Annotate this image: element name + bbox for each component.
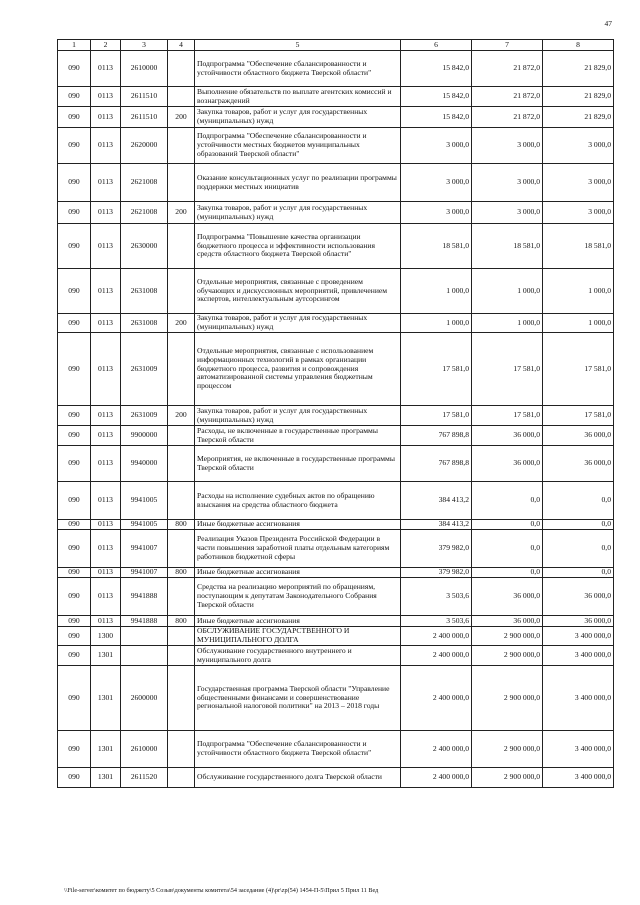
amount-col8-cell: 21 829,0 bbox=[543, 87, 614, 107]
section-code-cell: 0113 bbox=[91, 426, 121, 446]
section-code-cell: 0113 bbox=[91, 333, 121, 406]
target-article-cell: 2631009 bbox=[121, 333, 168, 406]
amount-col8-cell: 36 000,0 bbox=[543, 426, 614, 446]
admin-code-cell: 090 bbox=[58, 333, 91, 406]
admin-code-cell: 090 bbox=[58, 530, 91, 568]
expense-type-cell bbox=[168, 731, 195, 768]
target-article-cell: 2621008 bbox=[121, 164, 168, 202]
amount-col6-cell: 3 000,0 bbox=[401, 202, 472, 224]
expense-type-cell bbox=[168, 87, 195, 107]
amount-col8-cell: 18 581,0 bbox=[543, 224, 614, 269]
amount-col6-cell: 18 581,0 bbox=[401, 224, 472, 269]
expense-type-cell: 800 bbox=[168, 616, 195, 627]
expense-type-cell bbox=[168, 646, 195, 666]
budget-table bbox=[57, 39, 614, 788]
amount-col6-cell: 379 982,0 bbox=[401, 568, 472, 578]
page-number: 47 bbox=[604, 19, 612, 28]
section-code-cell: 0113 bbox=[91, 446, 121, 482]
section-code-cell: 1301 bbox=[91, 646, 121, 666]
amount-col8-cell: 36 000,0 bbox=[543, 446, 614, 482]
description-cell: Подпрограмма "Обеспечение сбалансированности и устойчивости местных бюджетов муниципальных образований Тверской области" bbox=[195, 128, 401, 164]
table-row bbox=[58, 164, 614, 202]
admin-code-cell: 090 bbox=[58, 646, 91, 666]
expense-type-cell: 800 bbox=[168, 568, 195, 578]
admin-code-cell: 090 bbox=[58, 666, 91, 731]
amount-col7-cell: 36 000,0 bbox=[472, 616, 543, 627]
amount-col7-cell: 21 872,0 bbox=[472, 107, 543, 128]
expense-type-cell bbox=[168, 446, 195, 482]
admin-code-cell: 090 bbox=[58, 768, 91, 788]
expense-type-cell bbox=[168, 768, 195, 788]
description-cell: Государственная программа Тверской области "Управление общественными финансами и совершенствование региональной налоговой политики" на 2013 – 2018 годы bbox=[195, 666, 401, 731]
target-article-cell: 9941005 bbox=[121, 482, 168, 520]
table-row bbox=[58, 530, 614, 568]
amount-col8-cell: 3 400 000,0 bbox=[543, 627, 614, 646]
admin-code-cell: 090 bbox=[58, 269, 91, 314]
amount-col6-cell: 17 581,0 bbox=[401, 333, 472, 406]
column-header: 4 bbox=[168, 40, 195, 51]
table-row bbox=[58, 616, 614, 627]
section-code-cell: 1301 bbox=[91, 666, 121, 731]
amount-col7-cell: 2 900 000,0 bbox=[472, 768, 543, 788]
admin-code-cell: 090 bbox=[58, 51, 91, 87]
amount-col7-cell: 17 581,0 bbox=[472, 333, 543, 406]
amount-col8-cell: 0,0 bbox=[543, 482, 614, 520]
amount-col6-cell: 2 400 000,0 bbox=[401, 646, 472, 666]
amount-col6-cell: 379 982,0 bbox=[401, 530, 472, 568]
amount-col8-cell: 36 000,0 bbox=[543, 616, 614, 627]
description-cell: ОБСЛУЖИВАНИЕ ГОСУДАРСТВЕННОГО И МУНИЦИПАЛЬНОГО ДОЛГА bbox=[195, 627, 401, 646]
amount-col8-cell: 3 000,0 bbox=[543, 164, 614, 202]
admin-code-cell: 090 bbox=[58, 578, 91, 616]
amount-col8-cell: 3 400 000,0 bbox=[543, 731, 614, 768]
description-cell: Отдельные мероприятия, связанные с проведением обучающих и дискуссионных мероприятий, привлечением экспертов, интеллектуальным аутсорсингом bbox=[195, 269, 401, 314]
table-row bbox=[58, 426, 614, 446]
admin-code-cell: 090 bbox=[58, 568, 91, 578]
expense-type-cell bbox=[168, 627, 195, 646]
description-cell: Иные бюджетные ассигнования bbox=[195, 568, 401, 578]
amount-col8-cell: 3 400 000,0 bbox=[543, 768, 614, 788]
table-row bbox=[58, 520, 614, 530]
section-code-cell: 1301 bbox=[91, 731, 121, 768]
description-cell: Закупка товаров, работ и услуг для государственных (муниципальных) нужд bbox=[195, 107, 401, 128]
admin-code-cell: 090 bbox=[58, 224, 91, 269]
amount-col6-cell: 2 400 000,0 bbox=[401, 666, 472, 731]
amount-col7-cell: 21 872,0 bbox=[472, 87, 543, 107]
target-article-cell: 2611510 bbox=[121, 107, 168, 128]
amount-col6-cell: 17 581,0 bbox=[401, 406, 472, 426]
expense-type-cell: 200 bbox=[168, 314, 195, 333]
admin-code-cell: 090 bbox=[58, 446, 91, 482]
section-code-cell: 0113 bbox=[91, 164, 121, 202]
section-code-cell: 0113 bbox=[91, 482, 121, 520]
section-code-cell: 0113 bbox=[91, 128, 121, 164]
amount-col6-cell: 767 898,8 bbox=[401, 426, 472, 446]
target-article-cell bbox=[121, 627, 168, 646]
amount-col6-cell: 1 000,0 bbox=[401, 269, 472, 314]
section-code-cell: 0113 bbox=[91, 202, 121, 224]
expense-type-cell bbox=[168, 164, 195, 202]
amount-col6-cell: 767 898,8 bbox=[401, 446, 472, 482]
table-row bbox=[58, 446, 614, 482]
amount-col7-cell: 1 000,0 bbox=[472, 269, 543, 314]
target-article-cell: 9941005 bbox=[121, 520, 168, 530]
section-code-cell: 0113 bbox=[91, 578, 121, 616]
column-header: 2 bbox=[91, 40, 121, 51]
target-article-cell: 2611510 bbox=[121, 87, 168, 107]
target-article-cell: 9941888 bbox=[121, 616, 168, 627]
amount-col7-cell: 3 000,0 bbox=[472, 202, 543, 224]
description-cell: Оказание консультационных услуг по реализации программы поддержки местных инициатив bbox=[195, 164, 401, 202]
section-code-cell: 0113 bbox=[91, 51, 121, 87]
target-article-cell: 9940000 bbox=[121, 446, 168, 482]
amount-col8-cell: 0,0 bbox=[543, 568, 614, 578]
admin-code-cell: 090 bbox=[58, 616, 91, 627]
section-code-cell: 0113 bbox=[91, 314, 121, 333]
table-row bbox=[58, 731, 614, 768]
description-cell: Средства на реализацию мероприятий по обращениям, поступающим к депутатам Законодательного Собрания Тверской области bbox=[195, 578, 401, 616]
amount-col8-cell: 0,0 bbox=[543, 530, 614, 568]
expense-type-cell: 200 bbox=[168, 202, 195, 224]
target-article-cell: 2610000 bbox=[121, 731, 168, 768]
section-code-cell: 1301 bbox=[91, 768, 121, 788]
section-code-cell: 0113 bbox=[91, 616, 121, 627]
admin-code-cell: 090 bbox=[58, 482, 91, 520]
amount-col8-cell: 3 400 000,0 bbox=[543, 666, 614, 731]
column-header: 6 bbox=[401, 40, 472, 51]
admin-code-cell: 090 bbox=[58, 87, 91, 107]
description-cell: Мероприятия, не включенные в государственные программы Тверской области bbox=[195, 446, 401, 482]
amount-col7-cell: 18 581,0 bbox=[472, 224, 543, 269]
table-row bbox=[58, 406, 614, 426]
amount-col6-cell: 3 503,6 bbox=[401, 616, 472, 627]
table-row bbox=[58, 666, 614, 731]
description-cell: Подпрограмма "Обеспечение сбалансированности и устойчивости областного бюджета Тверской области" bbox=[195, 51, 401, 87]
amount-col7-cell: 36 000,0 bbox=[472, 578, 543, 616]
expense-type-cell bbox=[168, 224, 195, 269]
description-cell: Подпрограмма "Повышение качества организации бюджетного процесса и эффективности использования средств областного бюджета Тверской области" bbox=[195, 224, 401, 269]
admin-code-cell: 090 bbox=[58, 520, 91, 530]
target-article-cell: 2611520 bbox=[121, 768, 168, 788]
description-cell: Иные бюджетные ассигнования bbox=[195, 616, 401, 627]
admin-code-cell: 090 bbox=[58, 164, 91, 202]
amount-col8-cell: 3 000,0 bbox=[543, 128, 614, 164]
section-code-cell: 0113 bbox=[91, 530, 121, 568]
expense-type-cell bbox=[168, 578, 195, 616]
table-row bbox=[58, 107, 614, 128]
amount-col6-cell: 2 400 000,0 bbox=[401, 627, 472, 646]
table-row bbox=[58, 87, 614, 107]
amount-col8-cell: 1 000,0 bbox=[543, 269, 614, 314]
amount-col7-cell: 36 000,0 bbox=[472, 446, 543, 482]
description-cell: Расходы на исполнение судебных актов по обращению взыскания на средства областного бюджета bbox=[195, 482, 401, 520]
expense-type-cell bbox=[168, 666, 195, 731]
amount-col8-cell: 17 581,0 bbox=[543, 333, 614, 406]
target-article-cell: 2630000 bbox=[121, 224, 168, 269]
table-row bbox=[58, 482, 614, 520]
target-article-cell: 9941007 bbox=[121, 568, 168, 578]
expense-type-cell: 800 bbox=[168, 520, 195, 530]
table-row bbox=[58, 224, 614, 269]
admin-code-cell: 090 bbox=[58, 406, 91, 426]
expense-type-cell bbox=[168, 128, 195, 164]
amount-col6-cell: 2 400 000,0 bbox=[401, 731, 472, 768]
amount-col7-cell: 2 900 000,0 bbox=[472, 627, 543, 646]
description-cell: Расходы, не включенные в государственные программы Тверской области bbox=[195, 426, 401, 446]
table-row bbox=[58, 646, 614, 666]
expense-type-cell bbox=[168, 333, 195, 406]
amount-col6-cell: 1 000,0 bbox=[401, 314, 472, 333]
description-cell: Иные бюджетные ассигнования bbox=[195, 520, 401, 530]
admin-code-cell: 090 bbox=[58, 128, 91, 164]
description-cell: Закупка товаров, работ и услуг для государственных (муниципальных) нужд bbox=[195, 314, 401, 333]
target-article-cell bbox=[121, 646, 168, 666]
table-row bbox=[58, 269, 614, 314]
expense-type-cell bbox=[168, 426, 195, 446]
table-row bbox=[58, 51, 614, 87]
amount-col7-cell: 2 900 000,0 bbox=[472, 646, 543, 666]
target-article-cell: 2621008 bbox=[121, 202, 168, 224]
amount-col7-cell: 21 872,0 bbox=[472, 51, 543, 87]
description-cell: Обслуживание государственного долга Тверской области bbox=[195, 768, 401, 788]
amount-col7-cell: 36 000,0 bbox=[472, 426, 543, 446]
column-header: 7 bbox=[472, 40, 543, 51]
description-cell: Обслуживание государственного внутреннего и муниципального долга bbox=[195, 646, 401, 666]
amount-col6-cell: 384 413,2 bbox=[401, 520, 472, 530]
target-article-cell: 9941888 bbox=[121, 578, 168, 616]
amount-col7-cell: 0,0 bbox=[472, 482, 543, 520]
section-code-cell: 1300 bbox=[91, 627, 121, 646]
target-article-cell: 2610000 bbox=[121, 51, 168, 87]
amount-col7-cell: 0,0 bbox=[472, 520, 543, 530]
amount-col8-cell: 21 829,0 bbox=[543, 107, 614, 128]
section-code-cell: 0113 bbox=[91, 107, 121, 128]
expense-type-cell: 200 bbox=[168, 406, 195, 426]
section-code-cell: 0113 bbox=[91, 224, 121, 269]
expense-type-cell: 200 bbox=[168, 107, 195, 128]
amount-col8-cell: 17 581,0 bbox=[543, 406, 614, 426]
target-article-cell: 9900000 bbox=[121, 426, 168, 446]
admin-code-cell: 090 bbox=[58, 314, 91, 333]
column-header: 3 bbox=[121, 40, 168, 51]
amount-col6-cell: 3 000,0 bbox=[401, 128, 472, 164]
admin-code-cell: 090 bbox=[58, 202, 91, 224]
amount-col6-cell: 384 413,2 bbox=[401, 482, 472, 520]
table-row bbox=[58, 578, 614, 616]
amount-col7-cell: 1 000,0 bbox=[472, 314, 543, 333]
admin-code-cell: 090 bbox=[58, 627, 91, 646]
section-code-cell: 0113 bbox=[91, 406, 121, 426]
column-header: 8 bbox=[543, 40, 614, 51]
target-article-cell: 2600000 bbox=[121, 666, 168, 731]
table-row bbox=[58, 568, 614, 578]
section-code-cell: 0113 bbox=[91, 269, 121, 314]
amount-col6-cell: 15 842,0 bbox=[401, 107, 472, 128]
section-code-cell: 0113 bbox=[91, 568, 121, 578]
file-path-footer: \\File-server\комитет по бюджету\5 Созыв\документы комитета\54 заседание (4)\pr\zp(54) 1454-П-5\Прил 5 Прил 11 Вед bbox=[64, 887, 379, 894]
amount-col7-cell: 2 900 000,0 bbox=[472, 666, 543, 731]
amount-col6-cell: 3 000,0 bbox=[401, 164, 472, 202]
expense-type-cell bbox=[168, 530, 195, 568]
column-header: 5 bbox=[195, 40, 401, 51]
column-number-row bbox=[58, 40, 614, 51]
description-cell: Реализация Указов Президента Российской Федерации в части повышения заработной платы отдельным категориям работников бюджетной сферы bbox=[195, 530, 401, 568]
admin-code-cell: 090 bbox=[58, 107, 91, 128]
amount-col6-cell: 3 503,6 bbox=[401, 578, 472, 616]
table-row bbox=[58, 314, 614, 333]
table-row bbox=[58, 333, 614, 406]
expense-type-cell bbox=[168, 269, 195, 314]
target-article-cell: 2631008 bbox=[121, 269, 168, 314]
amount-col7-cell: 0,0 bbox=[472, 568, 543, 578]
description-cell: Выполнение обязательств по выплате агентских комиссий и вознаграждений bbox=[195, 87, 401, 107]
description-cell: Закупка товаров, работ и услуг для государственных (муниципальных) нужд bbox=[195, 406, 401, 426]
expense-type-cell bbox=[168, 51, 195, 87]
amount-col7-cell: 3 000,0 bbox=[472, 164, 543, 202]
amount-col7-cell: 0,0 bbox=[472, 530, 543, 568]
amount-col8-cell: 21 829,0 bbox=[543, 51, 614, 87]
amount-col6-cell: 15 842,0 bbox=[401, 51, 472, 87]
table-row bbox=[58, 128, 614, 164]
admin-code-cell: 090 bbox=[58, 426, 91, 446]
amount-col7-cell: 3 000,0 bbox=[472, 128, 543, 164]
target-article-cell: 2631008 bbox=[121, 314, 168, 333]
table-row bbox=[58, 768, 614, 788]
amount-col8-cell: 3 400 000,0 bbox=[543, 646, 614, 666]
target-article-cell: 9941007 bbox=[121, 530, 168, 568]
amount-col6-cell: 15 842,0 bbox=[401, 87, 472, 107]
amount-col8-cell: 0,0 bbox=[543, 520, 614, 530]
amount-col7-cell: 17 581,0 bbox=[472, 406, 543, 426]
section-code-cell: 0113 bbox=[91, 87, 121, 107]
target-article-cell: 2631009 bbox=[121, 406, 168, 426]
expense-type-cell bbox=[168, 482, 195, 520]
column-header: 1 bbox=[58, 40, 91, 51]
table-row bbox=[58, 627, 614, 646]
amount-col7-cell: 2 900 000,0 bbox=[472, 731, 543, 768]
amount-col8-cell: 1 000,0 bbox=[543, 314, 614, 333]
target-article-cell: 2620000 bbox=[121, 128, 168, 164]
description-cell: Отдельные мероприятия, связанные с использованием информационных технологий в рамках организации бюджетного процесса, развития и сопровождения автоматизированной системы управления бюджетным процессом bbox=[195, 333, 401, 406]
amount-col8-cell: 36 000,0 bbox=[543, 578, 614, 616]
description-cell: Закупка товаров, работ и услуг для государственных (муниципальных) нужд bbox=[195, 202, 401, 224]
amount-col6-cell: 2 400 000,0 bbox=[401, 768, 472, 788]
admin-code-cell: 090 bbox=[58, 731, 91, 768]
description-cell: Подпрограмма "Обеспечение сбалансированности и устойчивости областного бюджета Тверской области" bbox=[195, 731, 401, 768]
table-row bbox=[58, 202, 614, 224]
amount-col8-cell: 3 000,0 bbox=[543, 202, 614, 224]
section-code-cell: 0113 bbox=[91, 520, 121, 530]
